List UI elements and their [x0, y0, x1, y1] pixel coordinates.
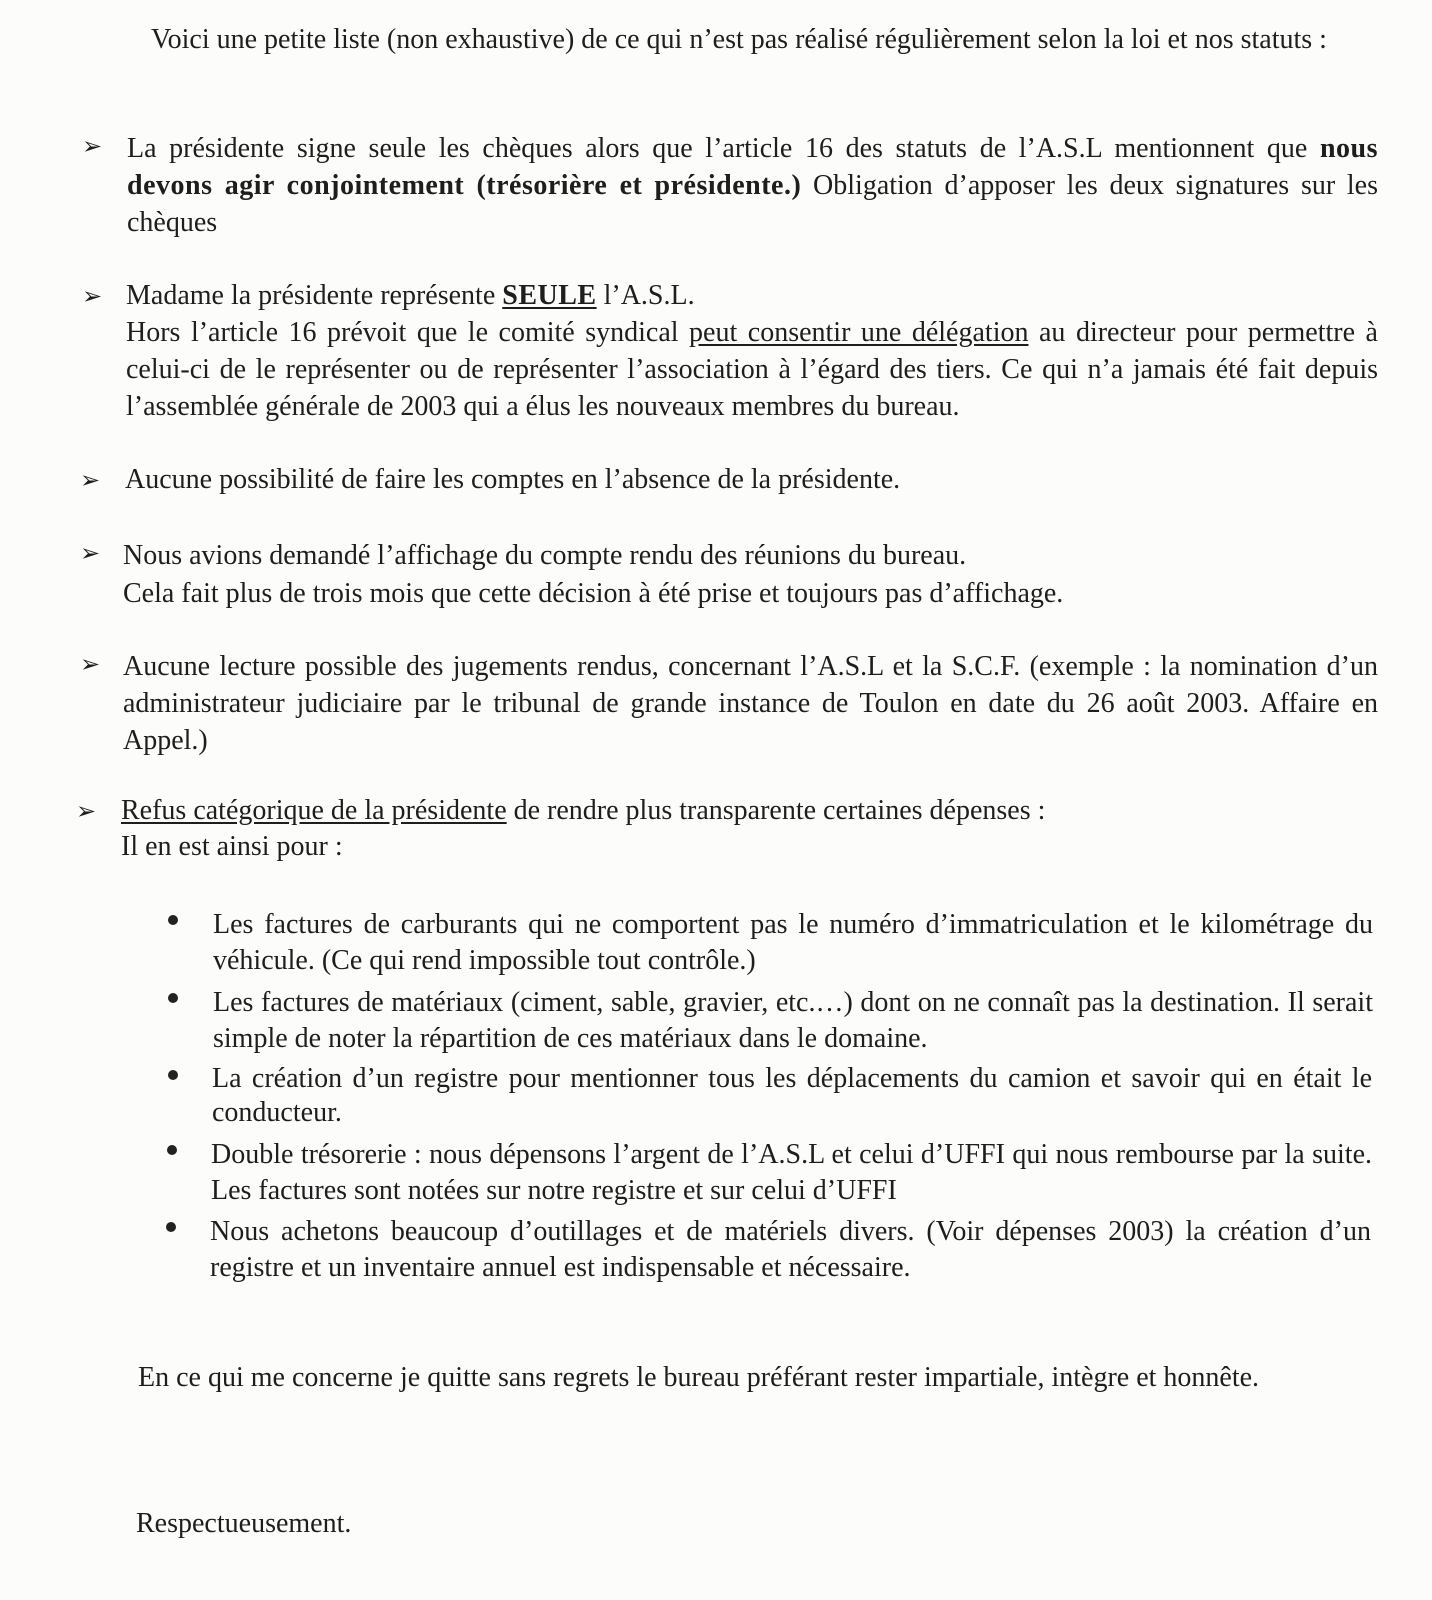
bullet-6-text: de rendre plus transparente certaines dépenses : [506, 795, 1046, 826]
arrow-bullet-icon: ➢ [76, 797, 97, 825]
signoff: Respectueusement. [136, 1508, 352, 1539]
bullet-6 [121, 793, 1378, 865]
bullet-2-emphasis: SEULE [502, 280, 597, 311]
bullet-6-line-2: Il en est ainsi pour : [121, 831, 343, 862]
bullet-5: Aucune lecture possible des jugements rendus, concernant l’A.S.L et la S.C.F. (exemple : la nomination d’un administrateur judiciaire par le tribunal de grande instance de Toulon en date du 26 août 2003. Affaire en Appel.) [123, 651, 1378, 756]
intro-paragraph: Voici une petite liste (non exhaustive) de ce qui n’est pas réalisé régulièrement selon la loi et nos statuts : [151, 24, 1327, 55]
arrow-bullet-icon: ➢ [82, 282, 103, 310]
arrow-bullet-icon: ➢ [82, 132, 103, 160]
bullet-dot-icon [168, 915, 178, 925]
bullet-4 [123, 537, 1378, 613]
sub-bullet: Nous achetons beaucoup d’outillages et de matériels divers. (Voir dépenses 2003) la création d’un registre et un inventaire annuel est indispensable et nécessaire. [210, 1216, 1371, 1283]
bullet-3: Aucune possibilité de faire les comptes en l’absence de la présidente. [125, 464, 901, 495]
bullet-1 [127, 130, 1378, 241]
bullet-dot-icon [167, 1145, 177, 1155]
bullet-2-text-d: au directeur pour permettre à celui-ci de le représenter ou de représenter l’association à l’égard des tiers. Ce qui n’a jamais été fait depuis l’assemblée générale de 2003 qui a élus les nouveaux membres du bureau. [126, 317, 1378, 422]
bullet-2-text-b: l’A.S.L. [596, 280, 695, 311]
bullet-2-underline: peut consentir une délégation [689, 317, 1029, 348]
bullet-1-bold: nous devons agir conjointement (trésorière et présidente.) [127, 133, 1378, 201]
arrow-bullet-icon: ➢ [80, 650, 101, 678]
arrow-bullet-icon: ➢ [80, 539, 101, 567]
bullet-1-text-end: Obligation d’apposer les deux signatures sur les chèques [127, 170, 1378, 238]
bullet-4-line-2: Cela fait plus de trois mois que cette décision à été prise et toujours pas d’affichage. [123, 578, 1064, 609]
bullet-1-text: La présidente signe seule les chèques alors que l’article 16 des statuts de l’A.S.L mentionnent que [127, 133, 1320, 164]
bullet-6-underline: Refus catégorique de la présidente [121, 795, 507, 826]
bullet-4-line-1: Nous avions demandé l’affichage du compte rendu des réunions du bureau. [123, 540, 967, 571]
bullet-2-text: Madame la présidente représente [126, 280, 503, 311]
sub-bullet: Les factures de matériaux (ciment, sable, gravier, etc.…) dont on ne connaît pas la destination. Il serait simple de noter la répartition de ces matériaux dans le domaine. [213, 987, 1373, 1054]
sub-bullet: La création d’un registre pour mentionner tous les déplacements du camion et savoir qui en était le conducteur. [212, 1063, 1372, 1128]
bullet-dot-icon [166, 1222, 176, 1232]
bullet-2 [126, 277, 1378, 425]
bullet-dot-icon [168, 1070, 178, 1080]
bullet-2-text-c: Hors l’article 16 prévoit que le comité syndical [126, 317, 690, 348]
sub-bullet: Les factures de carburants qui ne comportent pas le numéro d’immatriculation et le kilométrage du véhicule. (Ce qui rend impossible tout contrôle.) [213, 909, 1373, 976]
arrow-bullet-icon: ➢ [80, 466, 101, 494]
sub-bullet: Double trésorerie : nous dépensons l’argent de l’A.S.L et celui d’UFFI qui nous rembourse par la suite. Les factures sont notées sur notre registre et sur celui d’UFFI [211, 1139, 1372, 1206]
closing-paragraph: En ce qui me concerne je quitte sans regrets le bureau préférant rester impartiale, intègre et honnête. [138, 1362, 1260, 1393]
bullet-dot-icon [168, 993, 178, 1003]
